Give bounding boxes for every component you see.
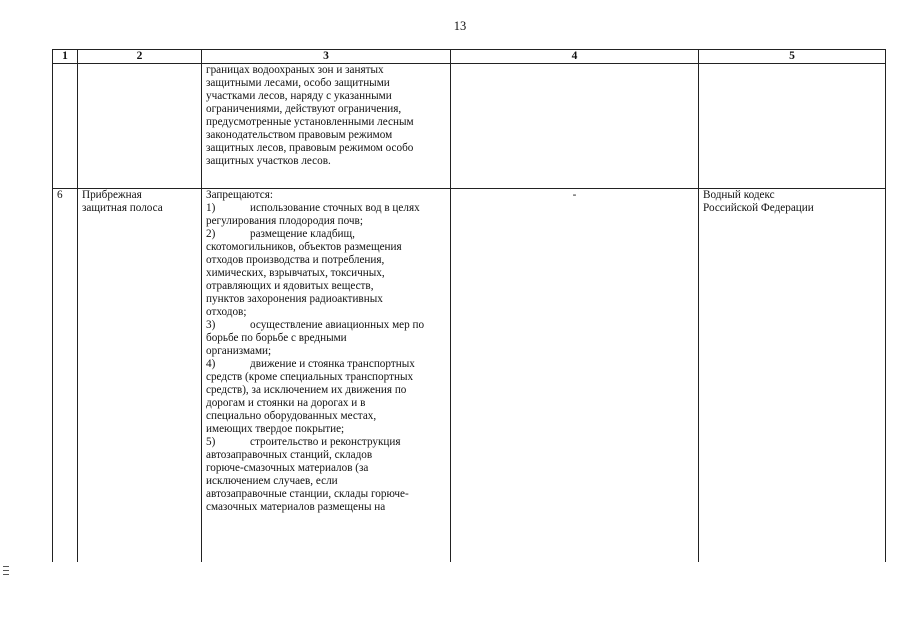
table-header-row (53, 50, 886, 64)
restrictions-table (52, 49, 886, 562)
notes-cell: - (451, 189, 699, 563)
text-line: Водный кодекс (703, 189, 775, 201)
item-number: 1) (206, 202, 216, 214)
item-text: осуществление авиационных мер по (250, 319, 425, 331)
text-line: дорогам и стоянки на дорогах и в (206, 397, 366, 409)
zone-name-cell (78, 189, 202, 563)
text-line: Прибрежная (82, 189, 142, 201)
cont-cell-3 (202, 64, 451, 189)
text-line: защитными лесами, особо защитными (206, 77, 390, 89)
cont-cell-1 (53, 64, 78, 189)
text-line: автозаправочные станции, склады горюче- (206, 488, 409, 500)
text-line: средств (кроме специальных транспортных (206, 371, 414, 383)
text-line: отходов; (206, 306, 247, 318)
list-item (206, 202, 446, 215)
header-cell-2: 2 (78, 50, 202, 64)
header-cell-4: 4 (451, 50, 699, 64)
list-item (206, 228, 446, 241)
item-number: 2) (206, 228, 216, 240)
page-number: 13 (453, 19, 467, 33)
item-number: 4) (206, 358, 216, 370)
text-line: регулирования плодородия почв; (206, 215, 363, 227)
text-line: ограничениями, действуют ограничения, (206, 103, 402, 115)
text-line: средств), за исключением их движения по (206, 384, 407, 396)
scan-edge-marks (3, 566, 9, 578)
scan-mark (3, 574, 9, 575)
restrictions-cell (202, 189, 451, 563)
text-line: отравляющих и ядовитых веществ, (206, 280, 374, 292)
text-line: Российской Федерации (703, 202, 814, 214)
text-line: исключением случаев, если (206, 475, 338, 487)
item-number: 3) (206, 319, 216, 331)
text-line: границах водоохраных зон и занятых (206, 64, 384, 76)
text-line: защитных лесов, правовым режимом особо (206, 142, 414, 154)
text-line: автозаправочных станций, складов (206, 449, 373, 461)
cont-cell-4 (451, 64, 699, 189)
scan-mark (3, 570, 9, 571)
text-line: химических, взрывчатых, токсичных, (206, 267, 385, 279)
cont-cell-5 (699, 64, 886, 189)
cont-cell-2 (78, 64, 202, 189)
text-line: участками лесов, наряду с указанными (206, 90, 392, 102)
text-line: отходов производства и потребления, (206, 254, 385, 266)
text-line: смазочных материалов размещены на (206, 501, 386, 513)
item-text: движение и стоянка транспортных (250, 358, 415, 370)
header-cell-5: 5 (699, 50, 886, 64)
text-line: горюче-смазочных материалов (за (206, 462, 369, 474)
item-text: использование сточных вод в целях (250, 202, 420, 214)
text-line: защитных участков лесов. (206, 155, 331, 167)
text-line: скотомогильников, объектов размещения (206, 241, 402, 253)
item-text: размещение кладбищ, (250, 228, 355, 240)
text-line: борьбе по борьбе с вредными (206, 332, 347, 344)
text-line: пунктов захоронения радиоактивных (206, 293, 383, 305)
text-line: предусмотренные установленными лесным (206, 116, 414, 128)
restrictions-intro: Запрещаются: (206, 189, 274, 201)
list-item (206, 436, 446, 449)
text-line: законодательством правовым режимом (206, 129, 393, 141)
item-text: строительство и реконструкция (250, 436, 401, 448)
row-number-cell: 6 (53, 189, 78, 563)
list-item (206, 319, 446, 332)
text-line: имеющих твердое покрытие; (206, 423, 345, 435)
item-number: 5) (206, 436, 216, 448)
table-row-6 (53, 189, 886, 563)
list-item (206, 358, 446, 371)
header-cell-1: 1 (53, 50, 78, 64)
text-line: специально оборудованных местах, (206, 410, 377, 422)
text-line: организмами; (206, 345, 272, 357)
table-row-continuation (53, 64, 886, 189)
legal-basis-cell (699, 189, 886, 563)
text-line: защитная полоса (82, 202, 163, 214)
header-cell-3: 3 (202, 50, 451, 64)
scan-mark (3, 566, 9, 567)
